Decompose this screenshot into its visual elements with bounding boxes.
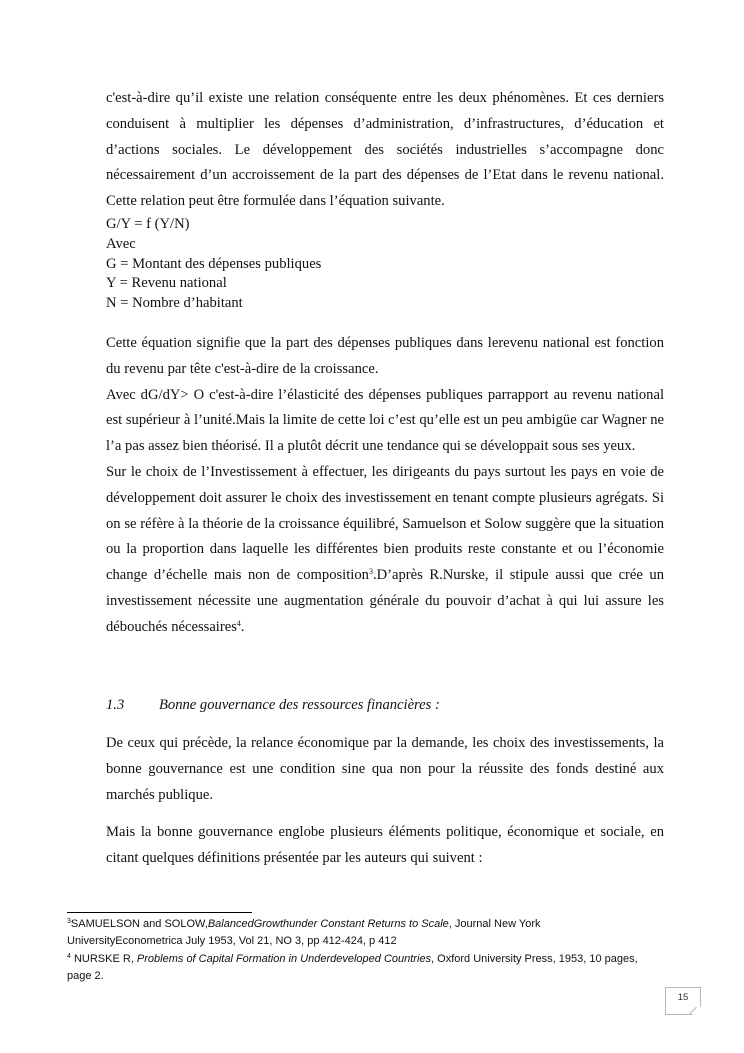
footnote-ref-4[interactable]: 4 <box>236 618 241 628</box>
page-number-box <box>665 987 701 1015</box>
elasticity-paragraph: Avec dG/dY> O c'est-à-dire l’élasticité des dépenses publiques parrapport au revenu national est supérieur à l’unité.Mais la limite de cette loi c’est qu’elle est un peu ambigüe car Wagner ne l’a pas assez bien théorisé. Il a plutôt décrit une tendance qui se développait sous ses yeux. <box>106 386 664 455</box>
section-heading <box>106 695 664 715</box>
footnote-ref-3[interactable]: 3 <box>368 567 373 577</box>
section-number: 1.3 <box>106 697 125 713</box>
footnote-4: $^4$ NURSKE R, Problems of Capital Formation in Underdeveloped Countries, Oxford University Press, 1953, 10 pages, page 2. <box>67 952 638 982</box>
intro-paragraph: c'est-à-dire qu’il existe une relation conséquente entre les deux phénomènes. Et ces derniers conduisent à multiplier les dépenses d’administration, d’infrastructures, d’éducation et d’actions sociales. Le développement des sociétés industrielles s’accompagne donc nécessairement d’un accroissement de la part des dépenses de l’Etat dans le revenu national. Cette relation peut être formulée dans l’équation suivante. <box>106 90 664 210</box>
footnote-3: $^3$SAMUELSON and SOLOW,BalancedGrowthunder Constant Returns to Scale, Journal New York UniversityEconometrica July 1953, Vol 21, NO 3, pp 412-424, p 412 <box>67 918 541 948</box>
equation-line: G/Y = f (Y/N) <box>106 215 190 232</box>
footnotes <box>67 916 657 985</box>
equation-line: Avec <box>106 235 136 252</box>
equation-line: G = Montant des dépenses publiques <box>106 255 322 272</box>
body-block-top <box>106 86 664 314</box>
definitions-paragraph: Mais la bonne gouvernance englobe plusieurs éléments politique, économique et sociale, en citant quelques définitions présentée par les auteurs qui suivent : <box>106 824 664 866</box>
page-number: 15 <box>677 992 689 1003</box>
equation-meaning-paragraph: Cette équation signifie que la part des dépenses publiques dans lerevenu national est fonction du revenu par tête c'est-à-dire de la croissance. <box>106 335 664 377</box>
equation-line: N = Nombre d’habitant <box>106 295 243 312</box>
governance-paragraph: De ceux qui précède, la relance économique par la demande, les choix des investissements, la bonne gouvernance est une condition sine qua non pour la réussite des fonds destiné aux marchés publique. <box>106 735 664 803</box>
equation-line: Y = Revenu national <box>106 275 227 292</box>
section-title: Bonne gouvernance des ressources financières : <box>159 697 440 713</box>
equation-block <box>106 215 664 314</box>
investment-paragraph: Sur le choix de l’Investissement à effectuer, les dirigeants du pays surtout les pays en voie de développement doit assurer le choix des investissement en tenant compte plusieurs agrégats. Si on se réfère à la théorie de la croissance équilibré, Samuelson et Solow suggère que la situation ou la proportion dans laquelle les différentes bien produits reste constante et ou l’économie change d’échelle mais non de composition$^3$.D’après R.Nurske, il stipule aussi que crée un investissement nécessite une augmentation générale du pouvoir d’achat à qui lui assure les débouchés nécessaires$^4$. <box>106 463 665 635</box>
body-block-middle <box>106 331 664 641</box>
body-block-governance <box>106 731 664 808</box>
body-block-definitions <box>106 820 664 872</box>
footnote-separator <box>67 912 252 913</box>
